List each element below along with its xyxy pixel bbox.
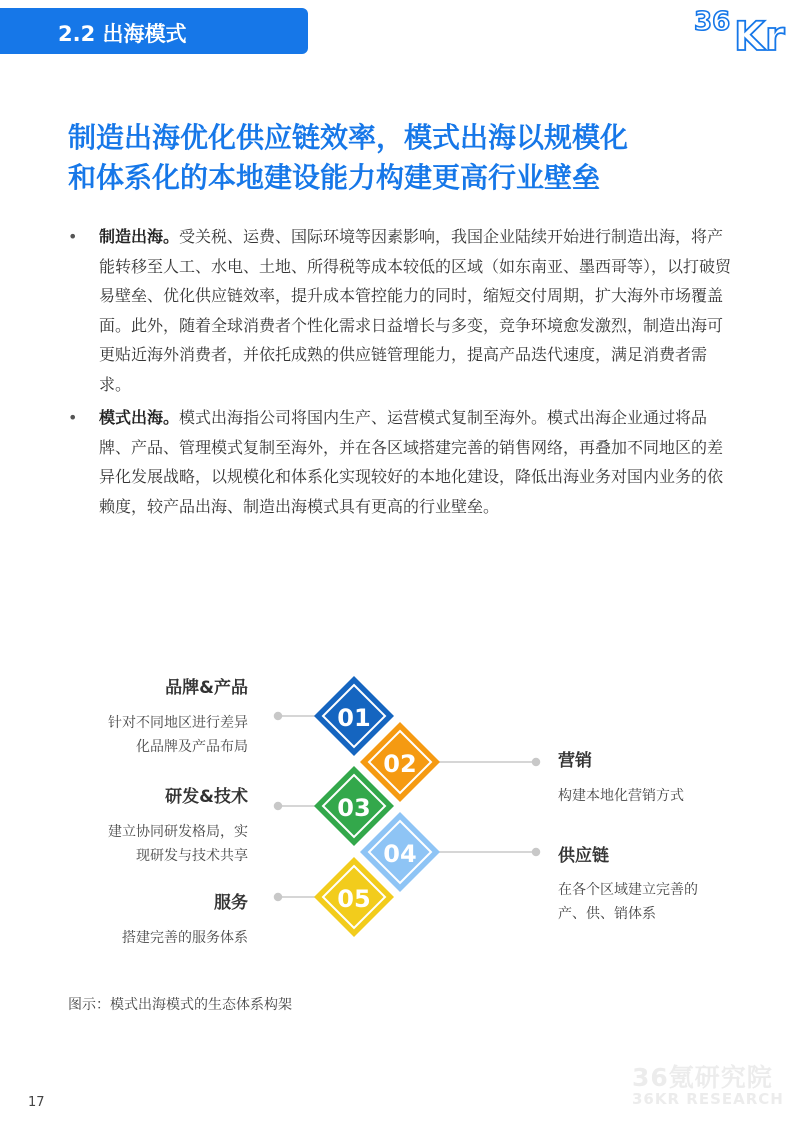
- desc-line: 产、供、销体系: [558, 906, 656, 922]
- diagram-label: 服务: [214, 893, 248, 913]
- watermark-line: 36KR RESEARCH: [632, 1090, 784, 1108]
- desc-line: 针对不同地区进行差异: [108, 715, 248, 731]
- svg-text:36: 36: [694, 7, 731, 37]
- desc-line: 构建本地化营销方式: [558, 788, 684, 804]
- desc-line: 化品牌及产品布局: [136, 739, 248, 755]
- diagram-label: 营销: [558, 751, 592, 771]
- title-line: 和体系化的本地建设能力构建更高行业壁垒: [68, 161, 601, 194]
- connector-dot: [275, 894, 282, 901]
- diagram-desc: [558, 784, 684, 808]
- section-title: 2.2 出海模式: [58, 22, 187, 46]
- connector-dot: [275, 803, 282, 810]
- desc-line: 现研发与技术共享: [136, 848, 248, 864]
- connector-dot: [533, 759, 540, 766]
- desc-line: 建立协同研发格局，实: [108, 824, 248, 840]
- bullet-dot-icon: •: [68, 408, 78, 427]
- title-line: 制造出海优化供应链效率，模式出海以规模化: [68, 121, 629, 154]
- diamond-number: 02: [383, 750, 417, 778]
- page-number: 17: [28, 1095, 45, 1110]
- diamond-number: 01: [337, 704, 371, 732]
- desc-line: 在各个区域建立完善的: [558, 882, 698, 898]
- diagram-label: 品牌&产品: [165, 678, 248, 698]
- watermark-line: 36氪研究院: [632, 1063, 773, 1092]
- diamond-number: 04: [383, 840, 417, 868]
- connector-dot: [533, 849, 540, 856]
- diagram-label: 供应链: [558, 846, 609, 866]
- diagram-desc: [108, 820, 248, 868]
- diamond-number: 05: [337, 885, 371, 913]
- diagram-label: 研发&技术: [165, 787, 248, 807]
- bullet-dot-icon: •: [68, 227, 78, 246]
- svg-text:Kr: Kr: [734, 14, 785, 52]
- diagram-desc: [558, 878, 698, 926]
- bullet-text: 模式出海指公司将国内生产、运营模式复制至海外。模式出海企业通过将品牌、产品、管理模式复制至海外，并在各区域搭建完善的销售网络，再叠加不同地区的差异化发展战略，以规模化和体系化实现较好的本地化建设，降低出海业务对国内业务的依赖度，较产品出海、制造出海模式具有更高的行业壁垒。: [99, 408, 724, 516]
- bullet-text: 受关税、运费、国际环境等因素影响，我国企业陆续开始进行制造出海，将产能转移至人工、水电、土地、所得税等成本较低的区域（如东南亚、墨西哥等），以打破贸易壁垒、优化供应链效率，提升成本管控能力的同时，缩短交付周期，扩大海外市场覆盖面。此外，随着全球消费者个性化需求日益增长与多变，竞争环境愈发激烈，制造出海可更贴近海外消费者，并依托成熟的供应链管理能力，提高产品迭代速度，满足消费者需求。: [99, 227, 732, 394]
- figure-caption: 图示：模式出海模式的生态体系构架: [68, 997, 292, 1013]
- bullet-lead: 模式出海。: [99, 408, 180, 427]
- diagram-desc: [122, 926, 248, 950]
- diamond-number: 03: [337, 794, 371, 822]
- bullet-lead: 制造出海。: [99, 227, 180, 246]
- diagram-desc: [108, 711, 248, 759]
- connector-dot: [275, 713, 282, 720]
- desc-line: 搭建完善的服务体系: [122, 930, 248, 946]
